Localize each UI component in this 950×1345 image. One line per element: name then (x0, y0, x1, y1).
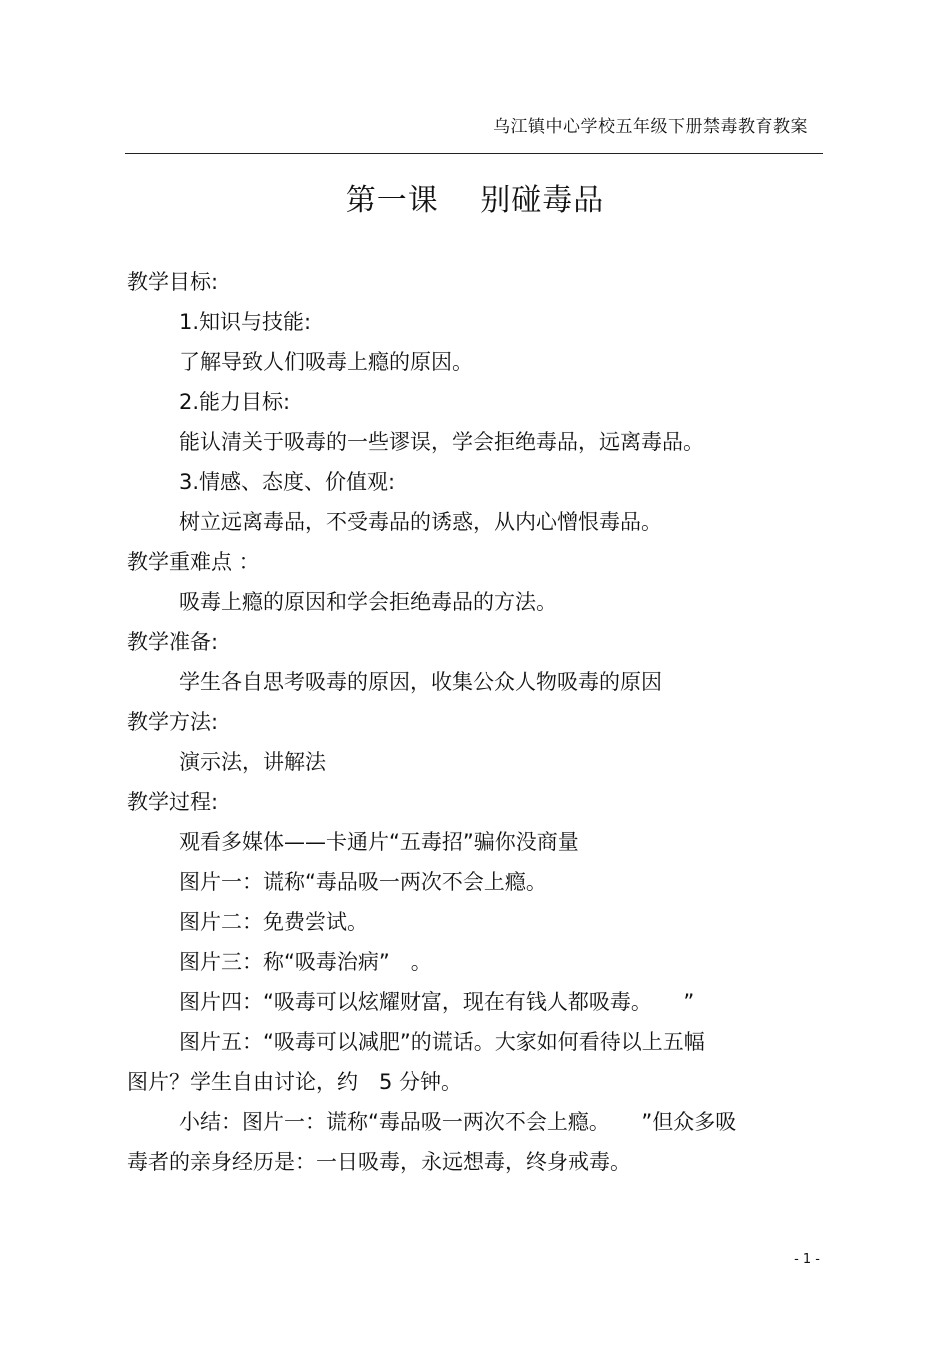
text-line: 3.情感、态度、价值观: (179, 470, 396, 494)
text-line: 吸毒上瘾的原因和学会拒绝毒品的方法。 (179, 590, 557, 614)
text-line: 学生各自思考吸毒的原因，收集公众人物吸毒的原因 (179, 670, 662, 694)
text-line: 教学目标: (127, 270, 219, 294)
text-line: 图片四：“吸毒可以炫耀财富，现在有钱人都吸毒。 ” (179, 990, 695, 1014)
text-line: 小结：图片一：谎称“毒品吸一两次不会上瘾。 ”但众多吸 (179, 1110, 737, 1134)
text-line: 图片三：称“吸毒治病” 。 (179, 950, 432, 974)
text-line: 图片？学生自由讨论，约 5 分钟。 (127, 1070, 463, 1094)
text-line: 教学重难点 ： (127, 550, 260, 574)
page-number: - 1 - (794, 1252, 820, 1267)
text-line: 观看多媒体——卡通片“五毒招”骗你没商量 (179, 830, 579, 854)
text-line: 能认清关于吸毒的一些谬误，学会拒绝毒品，远离毒品。 (179, 430, 704, 454)
text-line: 教学过程: (127, 790, 219, 814)
text-line: 演示法，讲解法 (179, 750, 326, 774)
text-line: 教学方法: (127, 710, 219, 734)
text-line: 树立远离毒品，不受毒品的诱惑，从内心憎恨毒品。 (179, 510, 662, 534)
document-body (127, 262, 817, 1182)
text-line: 2.能力目标: (179, 390, 291, 414)
text-line: 毒者的亲身经历是：一日吸毒，永远想毒，终身戒毒。 (127, 1150, 631, 1174)
header-divider (125, 153, 823, 154)
text-line: 图片五：“吸毒可以减肥”的谎话。大家如何看待以上五幅 (179, 1030, 705, 1054)
text-line: 教学准备: (127, 630, 219, 654)
text-line: 图片一：谎称“毒品吸一两次不会上瘾。 (179, 870, 547, 894)
text-line: 1.知识与技能: (179, 310, 312, 334)
page-title: 第一课 别碰毒品 (345, 183, 605, 218)
page-header: 乌江镇中心学校五年级下册禁毒教育教案 (493, 117, 808, 137)
text-line: 图片二：免费尝试。 (179, 910, 368, 934)
text-line: 了解导致人们吸毒上瘾的原因。 (179, 350, 473, 374)
